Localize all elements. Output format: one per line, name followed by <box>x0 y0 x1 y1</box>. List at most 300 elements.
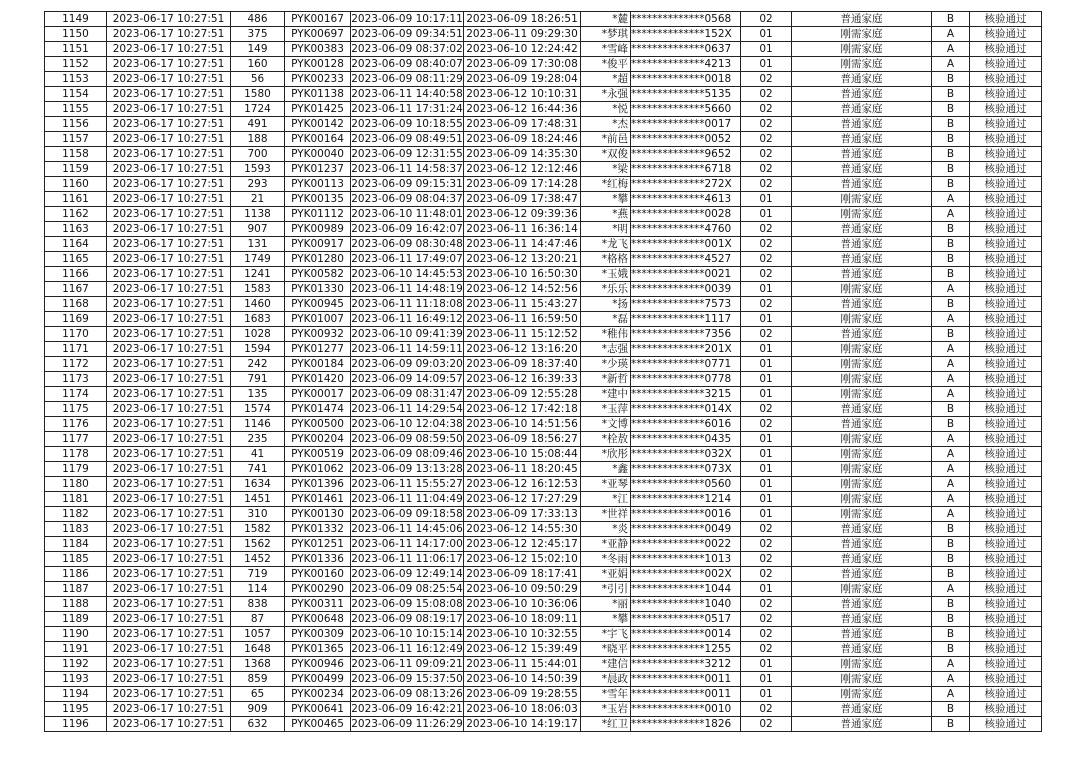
row-number-cell: 1183 <box>45 522 107 537</box>
sequence-cell: 160 <box>231 57 285 72</box>
sequence-cell: 149 <box>231 42 285 57</box>
sequence-cell: 1146 <box>231 417 285 432</box>
family-code-cell: 01 <box>741 372 792 387</box>
submit-time-cell: 2023-06-09 08:31:47 <box>351 388 463 400</box>
status-cell: 核验通过 <box>970 612 1042 627</box>
sequence-cell: 41 <box>231 447 285 462</box>
group-cell: B <box>932 612 970 627</box>
table-body <box>45 12 1042 732</box>
id-number-cell: **************0022 <box>631 537 741 552</box>
timestamp-cell: 2023-06-17 10:27:51 <box>107 657 231 672</box>
application-id-cell: PYK01237 <box>285 162 351 177</box>
verify-time-cell: 2023-06-11 16:59:50 <box>464 312 581 327</box>
family-code-cell: 01 <box>741 42 792 57</box>
row-number-cell: 1176 <box>45 417 107 432</box>
status-cell: 核验通过 <box>970 537 1042 552</box>
row-number-cell: 1149 <box>45 12 107 27</box>
verification-table <box>44 11 1042 732</box>
group-cell: B <box>932 417 970 432</box>
timestamp-cell: 2023-06-17 10:27:51 <box>107 432 231 447</box>
family-type-cell: 普通家庭 <box>792 402 932 417</box>
table-row <box>45 312 1042 327</box>
verify-time-cell: 2023-06-09 17:48:31 <box>464 117 581 132</box>
results-sheet <box>44 11 1041 732</box>
application-id-cell: PYK00932 <box>285 327 351 342</box>
group-cell: B <box>932 297 970 312</box>
id-number-cell: **************1117 <box>631 312 741 327</box>
timestamp-cell: 2023-06-17 10:27:51 <box>107 222 231 237</box>
family-type-cell: 普通家庭 <box>792 297 932 312</box>
applicant-name-cell: *晨政 <box>581 672 631 687</box>
group-cell: B <box>932 72 970 87</box>
applicant-name-cell: *文博 <box>581 417 631 432</box>
group-cell: A <box>932 282 970 297</box>
application-id-cell: PYK00946 <box>285 657 351 672</box>
applicant-name-cell: *丽 <box>581 597 631 612</box>
family-code-cell: 02 <box>741 327 792 342</box>
family-type-cell: 普通家庭 <box>792 162 932 177</box>
submit-time-cell: 2023-06-10 10:15:14 <box>351 628 463 640</box>
applicant-name-cell: *江 <box>581 492 631 507</box>
group-cell: B <box>932 402 970 417</box>
group-cell: B <box>932 162 970 177</box>
row-number-cell: 1187 <box>45 582 107 597</box>
timestamp-cell: 2023-06-17 10:27:51 <box>107 402 231 417</box>
family-type-cell: 普通家庭 <box>792 642 932 657</box>
application-id-cell: PYK00499 <box>285 672 351 687</box>
verify-time-cell: 2023-06-12 14:55:30 <box>464 522 581 537</box>
applicant-name-cell: *志强 <box>581 342 631 357</box>
family-code-cell: 02 <box>741 237 792 252</box>
family-type-cell: 刚需家庭 <box>792 357 932 372</box>
group-cell: A <box>932 687 970 702</box>
row-number-cell: 1194 <box>45 687 107 702</box>
id-number-cell: **************0028 <box>631 207 741 222</box>
application-id-cell: PYK01420 <box>285 372 351 387</box>
sequence-cell: 486 <box>231 12 285 27</box>
applicant-name-cell: *明 <box>581 222 631 237</box>
application-id-cell: PYK01396 <box>285 477 351 492</box>
id-number-cell: **************1255 <box>631 642 741 657</box>
family-code-cell: 01 <box>741 687 792 702</box>
row-number-cell: 1163 <box>45 222 107 237</box>
status-cell: 核验通过 <box>970 702 1042 717</box>
submit-time-cell: 2023-06-11 14:45:06 <box>351 523 463 535</box>
status-cell: 核验通过 <box>970 342 1042 357</box>
family-code-cell: 01 <box>741 657 792 672</box>
verify-time-cell: 2023-06-09 18:17:41 <box>464 567 581 582</box>
submit-time-cell: 2023-06-10 11:48:01 <box>351 208 463 220</box>
group-cell: B <box>932 627 970 642</box>
family-type-cell: 普通家庭 <box>792 552 932 567</box>
group-cell: B <box>932 552 970 567</box>
table-row <box>45 252 1042 267</box>
verify-time-cell: 2023-06-10 14:19:17 <box>464 717 581 732</box>
application-id-cell: PYK00465 <box>285 717 351 732</box>
applicant-name-cell: *红梅 <box>581 177 631 192</box>
row-number-cell: 1184 <box>45 537 107 552</box>
application-id-cell: PYK00500 <box>285 417 351 432</box>
row-number-cell: 1185 <box>45 552 107 567</box>
applicant-name-cell: *雪峰 <box>581 42 631 57</box>
id-number-cell: **************272X <box>631 177 741 192</box>
id-number-cell: **************152X <box>631 27 741 42</box>
family-code-cell: 01 <box>741 312 792 327</box>
applicant-name-cell: *梦琪 <box>581 27 631 42</box>
application-id-cell: PYK01474 <box>285 402 351 417</box>
family-code-cell: 01 <box>741 477 792 492</box>
group-cell: B <box>932 522 970 537</box>
table-row <box>45 357 1042 372</box>
table-row <box>45 387 1042 402</box>
group-cell: B <box>932 117 970 132</box>
row-number-cell: 1154 <box>45 87 107 102</box>
application-id-cell: PYK00917 <box>285 237 351 252</box>
id-number-cell: **************7573 <box>631 297 741 312</box>
group-cell: B <box>932 147 970 162</box>
table-row <box>45 177 1042 192</box>
row-number-cell: 1182 <box>45 507 107 522</box>
group-cell: B <box>932 12 970 27</box>
table-row <box>45 372 1042 387</box>
applicant-name-cell: *永强 <box>581 87 631 102</box>
group-cell: A <box>932 372 970 387</box>
row-number-cell: 1155 <box>45 102 107 117</box>
timestamp-cell: 2023-06-17 10:27:51 <box>107 207 231 222</box>
submit-time-cell: 2023-06-11 14:59:11 <box>351 343 463 355</box>
family-type-cell: 普通家庭 <box>792 327 932 342</box>
verify-time-cell: 2023-06-12 16:39:33 <box>464 372 581 387</box>
timestamp-cell: 2023-06-17 10:27:51 <box>107 507 231 522</box>
application-id-cell: PYK01425 <box>285 102 351 117</box>
table-row <box>45 717 1042 732</box>
table-row <box>45 567 1042 582</box>
applicant-name-cell: *建中 <box>581 387 631 402</box>
applicant-name-cell: *冬雨 <box>581 552 631 567</box>
family-type-cell: 普通家庭 <box>792 522 932 537</box>
applicant-name-cell: *少瑛 <box>581 357 631 372</box>
applicant-name-cell: *磊 <box>581 312 631 327</box>
verify-time-cell: 2023-06-09 19:28:04 <box>464 72 581 87</box>
verify-time-cell: 2023-06-12 16:12:53 <box>464 477 581 492</box>
status-cell: 核验通过 <box>970 717 1042 732</box>
table-row <box>45 627 1042 642</box>
submit-time-cell: 2023-06-09 08:09:46 <box>351 448 463 460</box>
sequence-cell: 859 <box>231 672 285 687</box>
applicant-name-cell: *引引 <box>581 582 631 597</box>
status-cell: 核验通过 <box>970 267 1042 282</box>
group-cell: B <box>932 267 970 282</box>
application-id-cell: PYK01062 <box>285 462 351 477</box>
family-type-cell: 刚需家庭 <box>792 447 932 462</box>
timestamp-cell: 2023-06-17 10:27:51 <box>107 12 231 27</box>
applicant-name-cell: *前邑 <box>581 132 631 147</box>
row-number-cell: 1196 <box>45 717 107 732</box>
status-cell: 核验通过 <box>970 57 1042 72</box>
status-cell: 核验通过 <box>970 252 1042 267</box>
family-type-cell: 刚需家庭 <box>792 57 932 72</box>
application-id-cell: PYK01330 <box>285 282 351 297</box>
applicant-name-cell: *玉岩 <box>581 702 631 717</box>
submit-time-cell: 2023-06-09 16:42:21 <box>351 703 463 715</box>
family-type-cell: 普通家庭 <box>792 612 932 627</box>
group-cell: B <box>932 132 970 147</box>
timestamp-cell: 2023-06-17 10:27:51 <box>107 237 231 252</box>
family-code-cell: 01 <box>741 582 792 597</box>
family-code-cell: 02 <box>741 567 792 582</box>
sequence-cell: 1451 <box>231 492 285 507</box>
id-number-cell: **************1044 <box>631 582 741 597</box>
table-row <box>45 42 1042 57</box>
table-row <box>45 117 1042 132</box>
family-type-cell: 刚需家庭 <box>792 492 932 507</box>
application-id-cell: PYK00290 <box>285 582 351 597</box>
applicant-name-cell: *格格 <box>581 252 631 267</box>
row-number-cell: 1193 <box>45 672 107 687</box>
sequence-cell: 56 <box>231 72 285 87</box>
group-cell: A <box>932 432 970 447</box>
verify-time-cell: 2023-06-09 18:26:51 <box>464 12 581 27</box>
table-row <box>45 477 1042 492</box>
timestamp-cell: 2023-06-17 10:27:51 <box>107 612 231 627</box>
submit-time-cell: 2023-06-09 08:19:17 <box>351 613 463 625</box>
table-row <box>45 582 1042 597</box>
verify-time-cell: 2023-06-11 15:12:52 <box>464 327 581 342</box>
id-number-cell: **************0052 <box>631 132 741 147</box>
id-number-cell: **************002X <box>631 567 741 582</box>
group-cell: B <box>932 102 970 117</box>
status-cell: 核验通过 <box>970 597 1042 612</box>
family-type-cell: 刚需家庭 <box>792 582 932 597</box>
submit-time-cell: 2023-06-10 09:41:39 <box>351 328 463 340</box>
status-cell: 核验通过 <box>970 327 1042 342</box>
submit-time-cell: 2023-06-09 08:59:50 <box>351 433 463 445</box>
application-id-cell: PYK00204 <box>285 432 351 447</box>
verify-time-cell: 2023-06-09 18:37:40 <box>464 357 581 372</box>
group-cell: B <box>932 327 970 342</box>
family-code-cell: 02 <box>741 702 792 717</box>
family-type-cell: 刚需家庭 <box>792 312 932 327</box>
verify-time-cell: 2023-06-12 13:20:21 <box>464 252 581 267</box>
family-code-cell: 01 <box>741 192 792 207</box>
verify-time-cell: 2023-06-09 18:24:46 <box>464 132 581 147</box>
table-row <box>45 342 1042 357</box>
sequence-cell: 907 <box>231 222 285 237</box>
applicant-name-cell: *乐乐 <box>581 282 631 297</box>
family-type-cell: 普通家庭 <box>792 132 932 147</box>
application-id-cell: PYK00017 <box>285 387 351 402</box>
application-id-cell: PYK00519 <box>285 447 351 462</box>
timestamp-cell: 2023-06-17 10:27:51 <box>107 537 231 552</box>
family-code-cell: 01 <box>741 387 792 402</box>
submit-time-cell: 2023-06-09 09:34:51 <box>351 28 463 40</box>
submit-time-cell: 2023-06-11 14:17:00 <box>351 538 463 550</box>
family-code-cell: 02 <box>741 297 792 312</box>
group-cell: B <box>932 642 970 657</box>
group-cell: A <box>932 357 970 372</box>
id-number-cell: **************3215 <box>631 387 741 402</box>
verify-time-cell: 2023-06-09 17:30:08 <box>464 57 581 72</box>
submit-time-cell: 2023-06-09 08:40:07 <box>351 58 463 70</box>
id-number-cell: **************4613 <box>631 192 741 207</box>
group-cell: A <box>932 342 970 357</box>
row-number-cell: 1157 <box>45 132 107 147</box>
family-code-cell: 01 <box>741 672 792 687</box>
family-code-cell: 02 <box>741 402 792 417</box>
submit-time-cell: 2023-06-09 08:25:54 <box>351 583 463 595</box>
sequence-cell: 1683 <box>231 312 285 327</box>
row-number-cell: 1151 <box>45 42 107 57</box>
status-cell: 核验通过 <box>970 417 1042 432</box>
id-number-cell: **************5660 <box>631 102 741 117</box>
timestamp-cell: 2023-06-17 10:27:51 <box>107 297 231 312</box>
timestamp-cell: 2023-06-17 10:27:51 <box>107 702 231 717</box>
application-id-cell: PYK00311 <box>285 597 351 612</box>
table-row <box>45 492 1042 507</box>
group-cell: A <box>932 42 970 57</box>
timestamp-cell: 2023-06-17 10:27:51 <box>107 72 231 87</box>
timestamp-cell: 2023-06-17 10:27:51 <box>107 117 231 132</box>
verify-time-cell: 2023-06-12 17:42:18 <box>464 402 581 417</box>
sequence-cell: 741 <box>231 462 285 477</box>
applicant-name-cell: *龙飞 <box>581 237 631 252</box>
family-type-cell: 普通家庭 <box>792 702 932 717</box>
sequence-cell: 1562 <box>231 537 285 552</box>
timestamp-cell: 2023-06-17 10:27:51 <box>107 687 231 702</box>
sequence-cell: 1648 <box>231 642 285 657</box>
timestamp-cell: 2023-06-17 10:27:51 <box>107 282 231 297</box>
sequence-cell: 21 <box>231 192 285 207</box>
application-id-cell: PYK01138 <box>285 87 351 102</box>
id-number-cell: **************1013 <box>631 552 741 567</box>
table-row <box>45 12 1042 27</box>
table-row <box>45 552 1042 567</box>
group-cell: A <box>932 507 970 522</box>
submit-time-cell: 2023-06-11 17:49:07 <box>351 253 463 265</box>
family-code-cell: 02 <box>741 417 792 432</box>
verify-time-cell: 2023-06-12 17:27:29 <box>464 492 581 507</box>
sequence-cell: 375 <box>231 27 285 42</box>
id-number-cell: **************0011 <box>631 672 741 687</box>
application-id-cell: PYK00383 <box>285 42 351 57</box>
status-cell: 核验通过 <box>970 387 1042 402</box>
verify-time-cell: 2023-06-11 18:20:45 <box>464 462 581 477</box>
family-code-cell: 02 <box>741 267 792 282</box>
group-cell: B <box>932 597 970 612</box>
applicant-name-cell: *攀 <box>581 612 631 627</box>
timestamp-cell: 2023-06-17 10:27:51 <box>107 462 231 477</box>
table-row <box>45 192 1042 207</box>
application-id-cell: PYK01336 <box>285 552 351 567</box>
submit-time-cell: 2023-06-11 16:12:49 <box>351 643 463 655</box>
application-id-cell: PYK00160 <box>285 567 351 582</box>
submit-time-cell: 2023-06-11 17:31:24 <box>351 103 463 115</box>
family-type-cell: 刚需家庭 <box>792 507 932 522</box>
family-type-cell: 刚需家庭 <box>792 372 932 387</box>
id-number-cell: **************0517 <box>631 612 741 627</box>
family-code-cell: 02 <box>741 72 792 87</box>
submit-time-cell: 2023-06-09 09:03:20 <box>351 358 463 370</box>
table-row <box>45 402 1042 417</box>
family-type-cell: 普通家庭 <box>792 87 932 102</box>
family-code-cell: 01 <box>741 507 792 522</box>
timestamp-cell: 2023-06-17 10:27:51 <box>107 597 231 612</box>
timestamp-cell: 2023-06-17 10:27:51 <box>107 327 231 342</box>
applicant-name-cell: *俊平 <box>581 57 631 72</box>
submit-time-cell: 2023-06-09 13:13:28 <box>351 463 463 475</box>
row-number-cell: 1168 <box>45 297 107 312</box>
verify-time-cell: 2023-06-11 09:29:30 <box>464 27 581 42</box>
submit-time-cell: 2023-06-09 12:49:14 <box>351 568 463 580</box>
row-number-cell: 1153 <box>45 72 107 87</box>
sequence-cell: 1241 <box>231 267 285 282</box>
applicant-name-cell: *超 <box>581 72 631 87</box>
application-id-cell: PYK00130 <box>285 507 351 522</box>
application-id-cell: PYK01280 <box>285 252 351 267</box>
applicant-name-cell: *玉萍 <box>581 402 631 417</box>
submit-time-cell: 2023-06-09 09:15:31 <box>351 178 463 190</box>
table-row <box>45 672 1042 687</box>
application-id-cell: PYK00582 <box>285 267 351 282</box>
verify-time-cell: 2023-06-10 10:32:55 <box>464 627 581 642</box>
family-code-cell: 02 <box>741 87 792 102</box>
timestamp-cell: 2023-06-17 10:27:51 <box>107 522 231 537</box>
verify-time-cell: 2023-06-10 18:06:03 <box>464 702 581 717</box>
row-number-cell: 1159 <box>45 162 107 177</box>
applicant-name-cell: *栓敖 <box>581 432 631 447</box>
timestamp-cell: 2023-06-17 10:27:51 <box>107 177 231 192</box>
row-number-cell: 1192 <box>45 657 107 672</box>
family-type-cell: 刚需家庭 <box>792 282 932 297</box>
timestamp-cell: 2023-06-17 10:27:51 <box>107 87 231 102</box>
applicant-name-cell: *梁 <box>581 162 631 177</box>
submit-time-cell: 2023-06-10 12:04:38 <box>351 418 463 430</box>
family-code-cell: 02 <box>741 102 792 117</box>
application-id-cell: PYK00234 <box>285 687 351 702</box>
applicant-name-cell: *雪年 <box>581 687 631 702</box>
sequence-cell: 1028 <box>231 327 285 342</box>
group-cell: B <box>932 177 970 192</box>
id-number-cell: **************6718 <box>631 162 741 177</box>
application-id-cell: PYK00128 <box>285 57 351 72</box>
id-number-cell: **************0778 <box>631 372 741 387</box>
family-type-cell: 普通家庭 <box>792 537 932 552</box>
family-code-cell: 01 <box>741 357 792 372</box>
family-type-cell: 刚需家庭 <box>792 657 932 672</box>
timestamp-cell: 2023-06-17 10:27:51 <box>107 57 231 72</box>
applicant-name-cell: *稚伟 <box>581 327 631 342</box>
timestamp-cell: 2023-06-17 10:27:51 <box>107 492 231 507</box>
status-cell: 核验通过 <box>970 237 1042 252</box>
group-cell: B <box>932 237 970 252</box>
applicant-name-cell: *红卫 <box>581 717 631 732</box>
applicant-name-cell: *亚静 <box>581 537 631 552</box>
verify-time-cell: 2023-06-12 15:02:10 <box>464 552 581 567</box>
verify-time-cell: 2023-06-10 12:24:42 <box>464 42 581 57</box>
id-number-cell: **************0039 <box>631 282 741 297</box>
status-cell: 核验通过 <box>970 582 1042 597</box>
timestamp-cell: 2023-06-17 10:27:51 <box>107 312 231 327</box>
timestamp-cell: 2023-06-17 10:27:51 <box>107 147 231 162</box>
group-cell: A <box>932 27 970 42</box>
id-number-cell: **************0771 <box>631 357 741 372</box>
timestamp-cell: 2023-06-17 10:27:51 <box>107 27 231 42</box>
applicant-name-cell: *新哲 <box>581 372 631 387</box>
id-number-cell: **************9652 <box>631 147 741 162</box>
id-number-cell: **************1040 <box>631 597 741 612</box>
status-cell: 核验通过 <box>970 672 1042 687</box>
family-type-cell: 普通家庭 <box>792 252 932 267</box>
